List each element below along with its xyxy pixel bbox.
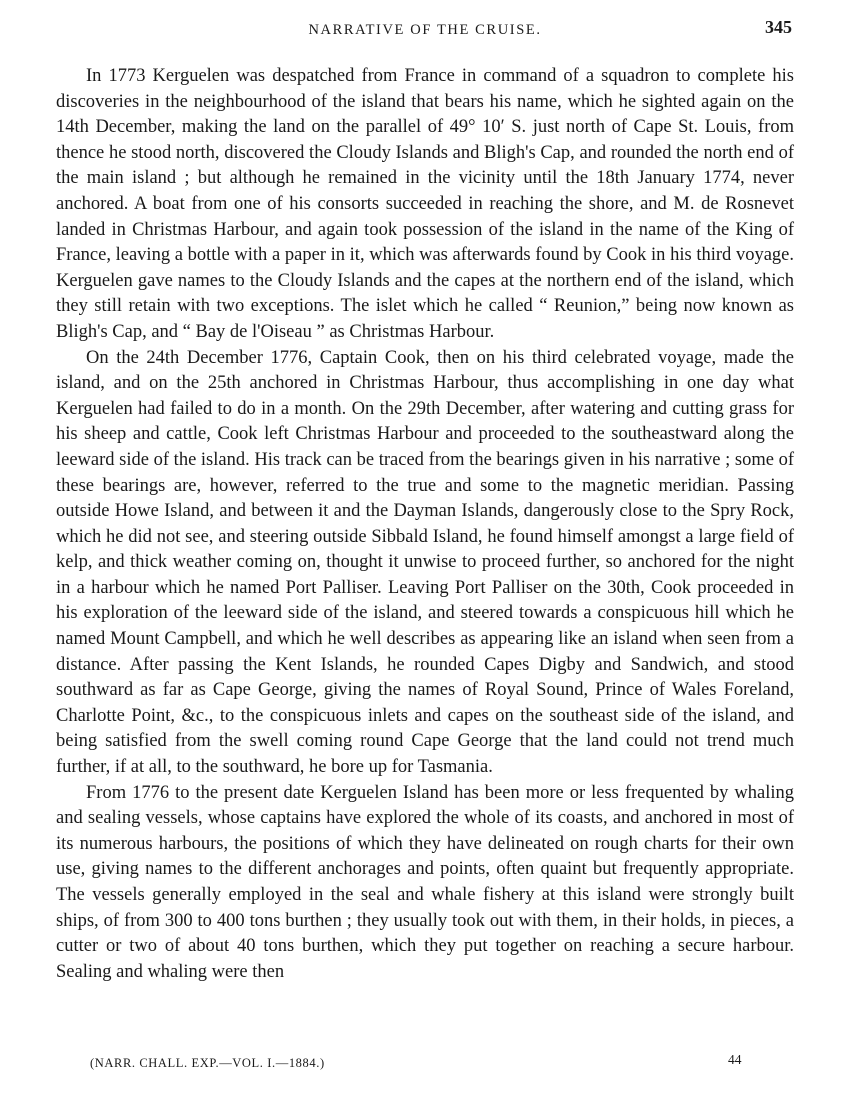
running-header-title: NARRATIVE OF THE CRUISE. — [308, 22, 542, 38]
footer-sheet-number: 44 — [728, 1052, 742, 1067]
paragraph-whaling-sealing: From 1776 to the present date Kerguelen Island has been more or less frequented by whaling and sealing vessels, whose captains have explored the whole of its coasts, and anchored in most of its numerous harbours, the positions of which they have delineated on rough charts for their own use, giving names to the different anchorages and points, often quaint but frequently appropriate. The vessels generally employed in the seal and whale fishery at this island were strongly built ships, of from 300 to 400 tons burthen ; they usually took out with them, in their holds, in pieces, a cutter or two of about 40 tons burthen, which they put together on reaching a secure harbour. Sealing and whaling were then — [56, 782, 794, 982]
body-text — [56, 64, 794, 985]
paragraph-cook-1776: On the 24th December 1776, Captain Cook, then on his third celebrated voyage, made the island, and on the 25th anchored in Christmas Harbour, thus accomplishing in one day what Kerguelen had failed to do in a month. On the 29th December, after watering and cutting grass for his sheep and cattle, Cook left Christmas Harbour and proceeded to the southeastward along the leeward side of the island. His track can be traced from the bearings given in his narrative ; some of these bearings are, however, referred to the true and some to the magnetic meridian. Passing outside Howe Island, and between it and the Dayman Islands, dangerously close to the Spry Rock, which he did not see, and steering outside Sibbald Island, he found himself amongst a large field of kelp, and thick weather coming on, thought it unwise to proceed further, so anchored for the night in a harbour which he named Port Palliser. Leaving Port Palliser on the 30th, Cook proceeded in his exploration of the leeward side of the island, and steered towards a conspicuous hill which he named Mount Campbell, and which he well describes as appearing like an island when seen from a distance. After passing the Kent Islands, he rounded Capes Digby and Sandwich, and stood southward as far as Cape George, giving the names of Royal Sound, Prince of Wales Foreland, Charlotte Point, &c., to the conspicuous inlets and capes on the southeast side of the island, and being satisfied from the swell coming round Cape George that the land could not trend much further, if at all, to the southward, he bore up for Tasmania. — [56, 347, 794, 778]
page-number: 345 — [765, 17, 792, 37]
paragraph-kerguelen-1773: In 1773 Kerguelen was despatched from France in command of a squadron to complete his discoveries in the neighbourhood of the island that bears his name, which he sighted again on the 14th December, making the land on the parallel of 49° 10′ S. just north of Cape St. Louis, from thence he stood north, discovered the Cloudy Islands and Bligh's Cap, and rounded the north end of the main island ; but although he remained in the vicinity until the 18th January 1774, never anchored. A boat from one of his consorts succeeded in reaching the shore, and M. de Rosnevet landed in Christmas Harbour, and again took possession of the island in the name of the King of France, leaving a bottle with a paper in it, which was afterwards found by Cook in his third voyage. Kerguelen gave names to the Cloudy Islands and the capes at the northern end of the island, which they still retain with two exceptions. The islet which he called “ Reunion,” being now known as Bligh's Cap, and “ Bay de l'Oiseau ” as Christmas Harbour. — [56, 66, 794, 342]
footer-signature: (NARR. CHALL. EXP.—VOL. I.—1884.) — [90, 1056, 325, 1070]
